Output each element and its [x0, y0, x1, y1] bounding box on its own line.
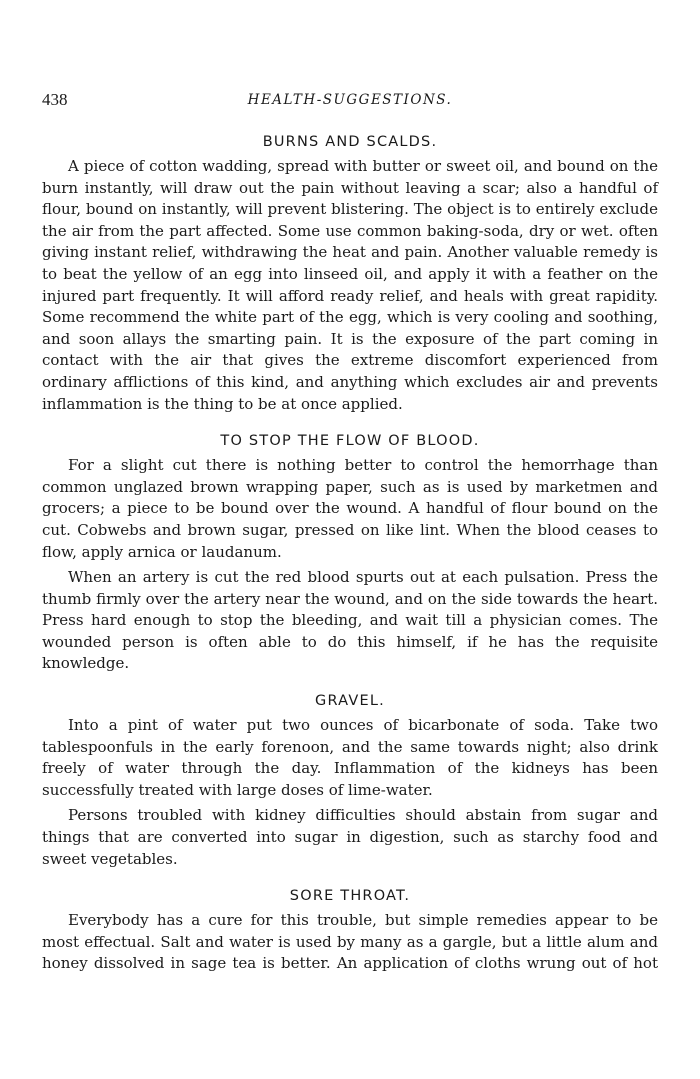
- page-number: 438: [42, 90, 68, 109]
- section-heading: BURNS AND SCALDS.: [262, 134, 438, 150]
- paragraph: A piece of cotton wadding, spread with butter or sweet oil, and bound on the burn instantly, will draw out the pain without leaving a scar; also a handful of flour, bound on instantly, will prevent blistering. The object is to entirely exclude the air from the part affected. Some use common baking-soda, dry or wet. often giving instant relief, withdrawing the heat and pain. Another valuable remedy is to beat the yellow of an egg into linseed oil, and apply it with a feather on the injured part frequently. It will afford ready relief, and heals with great rapidity. Some recommend the white part of the egg, which is very cooling and soothing, and soon allays the smarting pain. It is the exposure of the part coming in contact with the air that gives the extreme discomfort experienced from ordinary afflictions of this kind, and anything which excludes air and prevents inflammation is the thing to be at once applied.: [42, 157, 658, 413]
- running-title: HEALTH-SUGGESTIONS.: [247, 92, 453, 108]
- running-head: [42, 90, 658, 116]
- paragraph: For a slight cut there is nothing better to control the hemorrhage than common unglazed brown wrapping paper, such as is used by marketmen and grocers; a piece to be bound over the wound. A handful of flour bound on the cut. Cobwebs and brown sugar, pressed on like lint. When the blood ceases to flow, apply arnica or laudanum.: [42, 456, 658, 561]
- section-gravel: [42, 693, 658, 870]
- paragraph: When an artery is cut the red blood spurts out at each pulsation. Press the thumb firmly over the artery near the wound, and on the side towards the heart. Press hard enough to stop the bleeding, and wait till a physician comes. The wounded person is often able to do this himself, if he has the requisite knowledge.: [42, 568, 658, 673]
- section-stop-flow-of-blood: [42, 433, 658, 675]
- section-heading: TO STOP THE FLOW OF BLOOD.: [220, 433, 480, 450]
- section-sore-throat: [42, 888, 658, 975]
- section-heading: SORE THROAT.: [289, 888, 411, 905]
- paragraph: Into a pint of water put two ounces of bicarbonate of soda. Take two tablespoonfuls in the early forenoon, and the same towards night; also drink freely of water through the day. Inflammation of the kidneys has been successfully treated with large doses of lime-water.: [42, 716, 658, 799]
- paragraph: Persons troubled with kidney difficulties should abstain from sugar and things that are converted into sugar in digestion, such as starchy food and sweet vegetables.: [42, 806, 658, 868]
- section-heading: GRAVEL.: [315, 693, 385, 710]
- paragraph: Everybody has a cure for this trouble, but simple remedies appear to be most effectual. Salt and water is used by many as a gargle, but a little alum and honey dissolved in sage tea is better. An application of cloths wrung out of hot: [42, 911, 658, 973]
- section-burns-and-scalds: [42, 134, 658, 415]
